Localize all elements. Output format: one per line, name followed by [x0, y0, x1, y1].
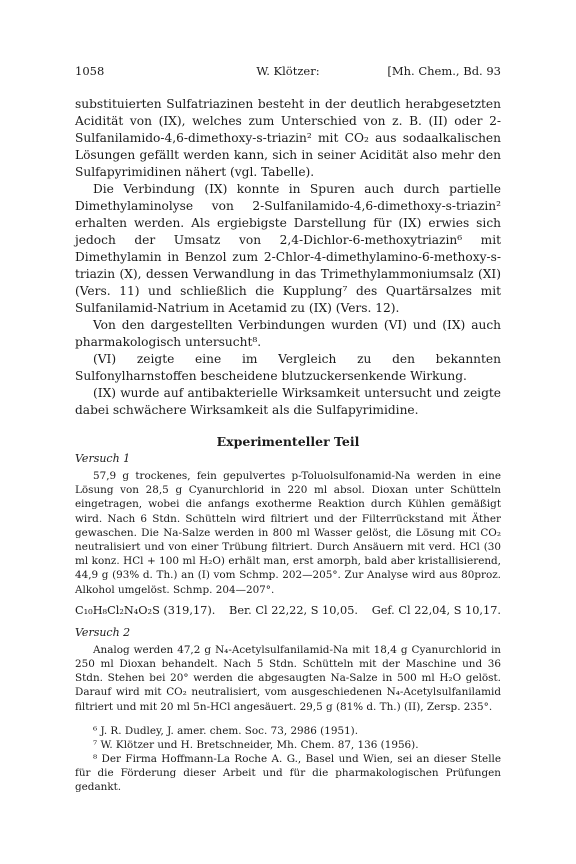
versuch-2-label: Versuch 2 [75, 625, 131, 639]
paragraph-ix-effect: (IX) wurde auf antibakterielle Wirksamkeit untersucht und zeigte dabei schwächere Wirksamkeit als die Sulfapyrimidine. [75, 386, 501, 417]
page-body [75, 96, 501, 794]
versuch-1-label: Versuch 1 [75, 452, 131, 465]
page-number: 1058 [75, 64, 105, 78]
header-author: W. Klötzer: [256, 64, 320, 78]
header-journal: [Mh. Chem., Bd. 93 [387, 64, 501, 78]
versuch-2-text: Analog werden 47,2 g N₄-Acetylsulfanilamid-Na mit 18,4 g Cyanurchlorid in 250 ml Dioxan behandelt. Nach 5 Stdn. Schütteln mit der Maschine und 36 Stdn. Stehen bei 20° werden die abgesaugten Na-Salze in 500 ml H₂O gelöst. Darauf wird mit CO₂ neutralisiert, vom ausgeschiedenen N₄-Acetylsulfanilamid filtriert und mit 20 ml 5n-HCl angesäuert. 29,5 g (81% d. Th.) (II), Zersp. 235°. [75, 643, 501, 713]
paragraph-acidity: substituierten Sulfatriazinen besteht in der deutlich herabgesetzten Acidität von (IX), welches zum Unterschied von z. B. (II) oder 2-Sulfanilamido-4,6-dimethoxy-s-triazin² mit CO₂ aus sodaalkalischen Lösungen gefällt werden kann, sich in seiner Acidität also mehr den Sulfapyrimidinen nähert (vgl. Tabelle). [75, 97, 501, 179]
versuch-1-text: 57,9 g trockenes, fein gepulvertes p-Toluolsulfonamid-Na werden in eine Lösung von 28,5 g Cyanurchlorid in 220 ml absol. Dioxan unter Schütteln eingetragen, wobei die anfangs exotherme Reaktion durch Kühlen gemäßigt wird. Nach 6 Stdn. Schütteln wird filtriert und der Filterrückstand mit Äther gewaschen. Die Na-Salze werden in 800 ml Wasser gelöst, die Lösung mit CO₂ neutralisiert und von einer Trübung filtriert. Durch Ansäuern mit verd. HCl (30 ml konz. HCl + 100 ml H₂O) erhält man, erst amorph, bald aber kristallisierend, 44,9 g (93% d. Th.) an (I) vom Schmp. 202—205°. Zur Analyse wird aus 80proz. Alkohol umgelöst. Schmp. 204—207°. [75, 470, 501, 596]
section-title-experimental: Experimenteller Teil [216, 434, 360, 449]
footnote-6: ⁶ J. R. Dudley, J. amer. chem. Soc. 73, 2986 (1951). [93, 724, 359, 737]
footnotes [75, 724, 501, 794]
paragraph-pharmacology: Von den dargestellten Verbindungen wurden (VI) und (IX) auch pharmakologisch untersucht⁸. [75, 318, 501, 349]
footnote-7: ⁷ W. Klötzer und H. Bretschneider, Mh. Chem. 87, 136 (1956). [93, 738, 419, 751]
paragraph-synthesis: Die Verbindung (IX) konnte in Spuren auch durch partielle Dimethylaminolyse von 2-Sulfanilamido-4,6-dimethoxy-s-triazin² erhalten werden. Als ergiebigste Darstellung für (IX) erwies sich jedoch der Umsatz von 2,4-Dichlor-6-methoxytriazin⁶ mit Dimethylamin in Benzol zum 2-Chlor-4-dimethylamino-6-methoxy-s-triazin (X), dessen Verwandlung in das Trimethylammoniumsalz (XI) (Vers. 11) und schließlich die Kupplung⁷ des Quartärsalzes mit Sulfanilamid-Natrium in Acetamid zu (IX) (Vers. 12). [75, 182, 501, 315]
calculated-values: Ber. Cl 22,22, S 10,05. [229, 603, 358, 617]
analysis-line [75, 603, 501, 619]
footnote-8: ⁸ Der Firma Hoffmann-La Roche A. G., Basel und Wien, sei an dieser Stelle für die Förderung dieser Arbeit und für die pharmakologischen Prüfungen gedankt. [75, 752, 501, 793]
found-values: Gef. Cl 22,04, S 10,17. [371, 603, 501, 617]
paragraph-vi-effect: (VI) zeigte eine im Vergleich zu den bekannten Sulfonylharnstoffen bescheidene blutzuckersenkende Wirkung. [75, 352, 501, 383]
molecular-formula: C₁₀H₈Cl₂N₄O₂S (319,17). [75, 603, 216, 617]
